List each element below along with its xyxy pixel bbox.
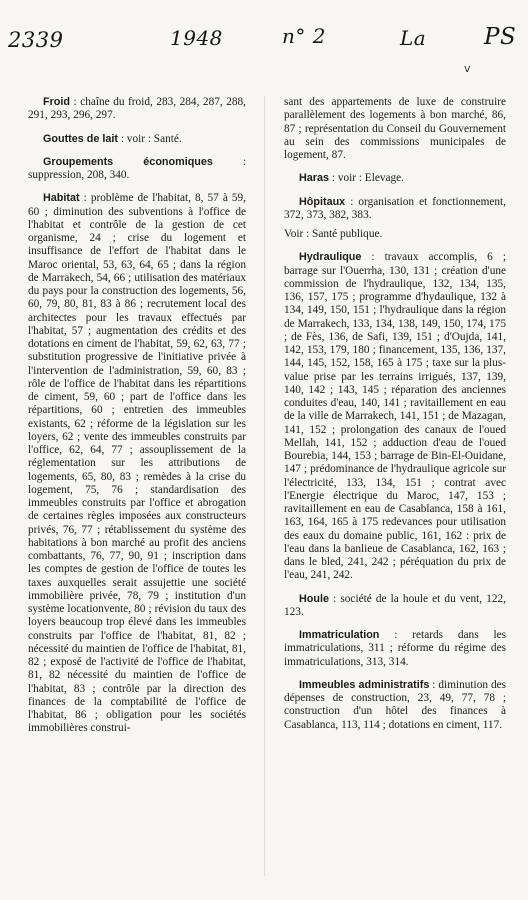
index-separator: :: [345, 195, 359, 208]
index-references: Voir : Santé publique.: [284, 228, 383, 240]
index-column-right: [284, 96, 506, 742]
index-headword: Houle: [299, 592, 329, 605]
index-separator: :: [79, 192, 91, 205]
index-headword: Gouttes de lait: [43, 132, 118, 145]
column-gutter: [264, 96, 265, 876]
page-mark: v: [464, 62, 471, 75]
index-entry: [284, 196, 506, 223]
index-headword: Hôpitaux: [299, 195, 346, 208]
index-separator: :: [118, 132, 127, 145]
index-column-left: [28, 96, 246, 746]
index-headword: Immeubles administratifs: [299, 678, 430, 691]
index-headword: Immatriculation: [299, 629, 380, 641]
index-separator: :: [361, 251, 385, 264]
index-separator: :: [329, 172, 338, 185]
index-references: retards dans les immatriculations, 311 ; réforme du régime des immatriculations, 313, 314.: [284, 629, 506, 668]
index-references: voir : Santé.: [126, 132, 182, 145]
handwritten-issue-number: n° 2: [282, 24, 326, 48]
index-entry: [284, 228, 506, 241]
index-headword: Froid: [43, 96, 70, 108]
index-entry: [28, 192, 246, 735]
index-separator: :: [212, 155, 246, 168]
index-headword: Hydraulique: [299, 251, 362, 264]
handwritten-reference-number: 2339: [8, 28, 64, 52]
index-references: diminution des dépenses de construction, 23, 49, 77, 78 ; construction d'un hôtel des finances à Casablanca, 113, 114 ; dotations en ciment, 117.: [284, 678, 507, 731]
index-separator: :: [379, 629, 413, 641]
index-entry: [284, 593, 506, 620]
index-references: voir : Elevage.: [337, 172, 404, 185]
index-headword: Groupements économiques: [43, 155, 213, 168]
index-headword: Habitat: [43, 192, 80, 205]
index-entry: [28, 133, 246, 146]
index-entry: [284, 679, 506, 732]
index-entry: [28, 156, 246, 183]
index-references: travaux accomplis, 6 ; barrage sur l'Ouerrha, 130, 131 ; création d'une commission de l'hydraulique, 132, 134, 135, 136, 157, 175 ; programme d'hydaulique, 132 à 134, 149, 150, 151 ; l'hydraulique dans la région de Marrakech, 133, 134, 138, 149, 150, 174, 175 ; de Fès, 136, de Safi, 139, 151 ; d'Oujda, 141, 142, 153, 179, 180 ; financement, 135, 136, 137, 144, 145, 152, 158, 165 à 175 ; taxe sur la plus-value prise par les terrains irrigués, 137, 139, 140, 142 ; 143, 145 ; réparation des anciennes conduites d'eau, 140, 141 ; ravitaillement en eau de la ville de Marrakech, 141, 151 ; de Mazagan, 141, 152 ; prolongation des canaux de l'oued Mellah, 141, 152 ; adduction d'eau de l'oued Bourebia, 144, 153 ; barrage de Bin-El-Ouidane, 147 ; prédominance de l'hydraulique agricole sur l'électricité, 133, 134, 151 ; contrat avec l'Energie électrique du Maroc, 147, 153 ; ravitaillement en eau de Casablanca, 158 à 161, 163, 164, 165 à 175 redevances pour utilisation des eaux du domaine public, 161, 162 : prix de l'eau dans la banlieue de Casablanca, 162, 163 ; dans le bled, 241, 242 ; péréquation du prix de l'eau, 241, 242.: [284, 251, 506, 582]
handwritten-initials: PS: [484, 24, 517, 50]
index-references: problème de l'habitat, 8, 57 à 59, 60 ; diminution des subventions à l'office de l'habitat et contrôle de la gestion de cet organisme, 24 ; crise du logement et insuffisance de l'effort de l'habitat dans le Maroc oriental, 53, 63, 64, 65 ; dans la région de Marrakech, 54, 66 ; utilisation des matériaux du pays pour la construction des logements, 56, 60, 79, 80, 81, 83 à 86 ; recrutement local des architectes pour les travaux effectués par l'habitat, 57 ; augmentation des crédits et des dotations en ciment de l'habitat, 59, 62, 63, 77 ; substitution progressive de l'initiative privée à l'intervention de l'administration, 59, 60, 83 ; rôle de l'office de l'habitat dans les répartitions de ciment, 59, 60 ; part de l'office dans les répartitions, 60 ; entretien des immeubles existants, 62 ; réforme de la législation sur les loyers, 62 ; vente des immeubles construits par l'office, 62, 64, 77 ; assouplissement de la réglementation sur les attributions de logements, 65, 80, 83 ; remèdes à la crise du logement, 75, 76 ; standardisation des immeubles construits par l'office et abrogation de certaines règles imposées aux constructeurs privés, 76, 77 ; rétablissement du système des habitations à bon marché au profit des anciens combattants, 76, 77, 90, 91 ; inscription dans les comptes de gestion de l'office de toutes les taxes auxquelles serait assujettie une société immobilière privée, 78, 79 ; institution d'un système locationvente, 80 ; révision du taux des loyers beaucoup trop élevé dans les immeubles construits par l'office de l'habitat, 81, 82 ; nécessité du maintien de l'office de l'habitat, 81, 82 ; exposé de l'activité de l'office de l'habitat, 81, 82 nécessité du maintien de l'office de l'habitat, 83 ; contrôle par la direction des finances de la comptabilité de l'office de l'habitat, 86 ; obligation pour les sociétés immobilières construi-: [28, 192, 246, 735]
index-entry: [284, 251, 506, 582]
index-headword: Haras: [299, 172, 330, 185]
index-separator: :: [70, 96, 81, 108]
index-references: chaîne du froid, 283, 284, 287, 288, 291, 293, 296, 297.: [28, 96, 246, 122]
index-references: sant des appartements de luxe de construire parallèlement des logements à bon marché, 86, 87 ; représentation du Conseil du Gouvernement au sein des commissions municipales de logement, 87.: [284, 96, 506, 161]
index-entry: [28, 96, 246, 123]
index-entry: [284, 96, 506, 162]
handwritten-year: 1948: [170, 26, 223, 50]
index-references: suppression, 208, 340.: [28, 169, 130, 181]
index-entry: [284, 172, 506, 185]
index-references: organisation et fonctionnement, 372, 373, 382, 383.: [284, 195, 506, 221]
index-entry: [284, 629, 506, 669]
index-references: société de la houle et du vent, 122, 123.: [284, 592, 506, 618]
handwritten-annotation-la: La: [400, 26, 427, 50]
index-separator: :: [429, 678, 439, 691]
index-separator: :: [329, 592, 341, 605]
